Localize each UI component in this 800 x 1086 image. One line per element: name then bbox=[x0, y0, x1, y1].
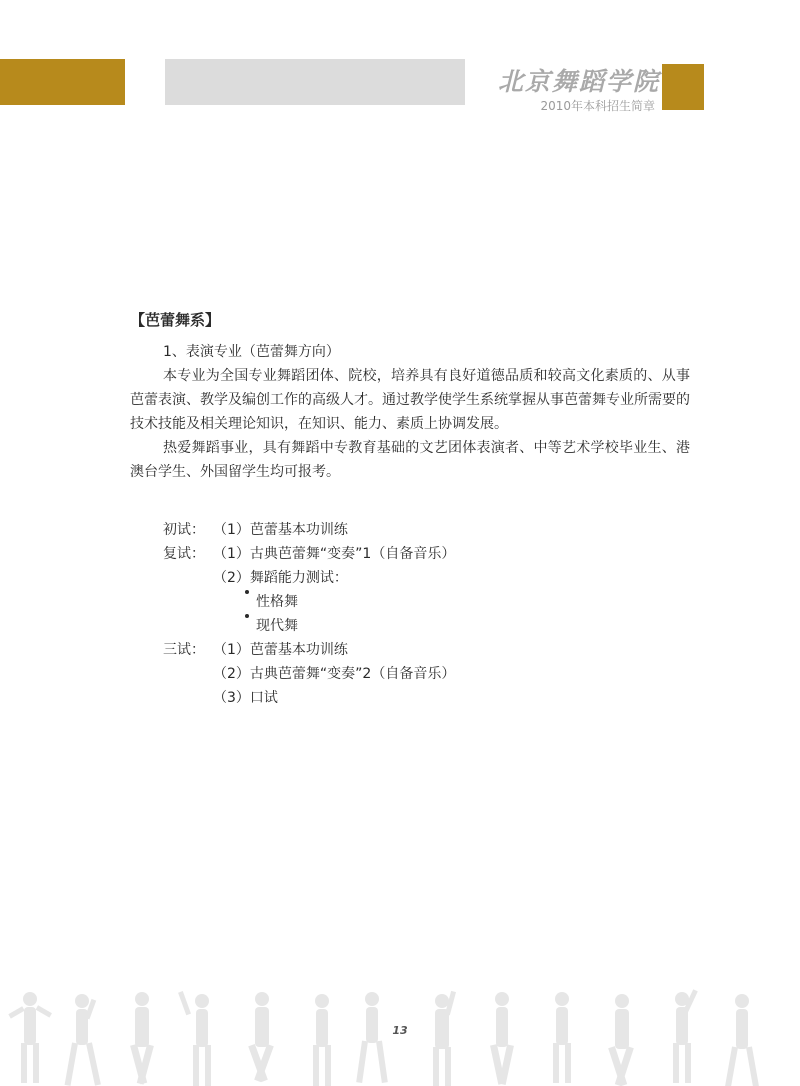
exam-subitem-row bbox=[163, 590, 690, 614]
dancer-silhouette-icon bbox=[356, 992, 388, 1083]
exam-row-third-2 bbox=[163, 662, 690, 686]
header-gray-band bbox=[165, 59, 465, 105]
exam-row-third bbox=[163, 638, 690, 662]
bullet-icon bbox=[245, 614, 249, 618]
exam-item: （2）舞蹈能力测试： bbox=[213, 570, 348, 586]
dancer-silhouette-icon bbox=[8, 992, 52, 1083]
dancer-silhouette-icon bbox=[553, 992, 571, 1083]
dancer-silhouette-icon bbox=[725, 994, 759, 1086]
section-title: 【芭蕾舞系】 bbox=[130, 311, 221, 329]
exam-subitem: 现代舞 bbox=[256, 618, 298, 634]
exam-label-first: 初试： bbox=[163, 522, 205, 538]
exam-item: （1）芭蕾基本功训练 bbox=[213, 522, 348, 538]
exam-row-second bbox=[163, 542, 690, 566]
dancer-silhouette-icon bbox=[490, 992, 514, 1085]
dancer-silhouette-icon bbox=[313, 994, 331, 1086]
dancer-silhouette-icon bbox=[673, 989, 698, 1083]
eligibility-paragraph: 热爱舞蹈事业，具有舞蹈中专教育基础的文艺团体表演者、中等艺术学校毕业生、港澳台学生、外国留学生均可报考。 bbox=[130, 440, 690, 480]
dancer-silhouette-icon bbox=[65, 994, 101, 1086]
page-number: 13 bbox=[392, 1024, 408, 1037]
dancer-silhouette-icon bbox=[433, 991, 456, 1086]
exam-list bbox=[130, 518, 690, 710]
exam-row-third-3 bbox=[163, 686, 690, 710]
intro-paragraph: 本专业为全国专业舞蹈团体、院校，培养具有良好道德品质和较高文化素质的、从事芭蕾表演、教学及编创工作的高级人才。通过教学使学生系统掌握从事芭蕾舞专业所需要的技术技能及相关理论知识，在知识、能力、素质上协调发展。 bbox=[130, 368, 690, 432]
header-gold-band-left bbox=[0, 59, 125, 105]
brand-subtitle: 2010年本科招生简章 bbox=[540, 99, 655, 113]
exam-row-first bbox=[163, 518, 690, 542]
exam-subitem: 性格舞 bbox=[256, 594, 298, 610]
exam-label-second: 复试： bbox=[163, 546, 205, 562]
bullet-icon bbox=[245, 590, 249, 594]
dancer-silhouette-icon bbox=[248, 992, 274, 1082]
header-gold-block-right bbox=[662, 64, 704, 110]
brand-title: 北京舞蹈学院 bbox=[497, 67, 660, 96]
dancer-silhouette-icon bbox=[178, 991, 211, 1086]
exam-subitem-row bbox=[163, 614, 690, 638]
exam-item: （1）古典芭蕾舞“变奏”1（自备音乐） bbox=[213, 546, 456, 562]
major-title: 1、表演专业（芭蕾舞方向） bbox=[163, 344, 340, 360]
exam-item: （3）口试 bbox=[213, 690, 278, 706]
exam-item: （1）芭蕾基本功训练 bbox=[213, 642, 348, 658]
exam-label-third: 三试： bbox=[163, 642, 205, 658]
dancer-silhouette-icon bbox=[130, 992, 154, 1085]
dancer-silhouette-icon bbox=[608, 994, 634, 1086]
exam-row-second-2 bbox=[163, 566, 690, 590]
main-content bbox=[130, 308, 690, 710]
exam-item: （2）古典芭蕾舞“变奏”2（自备音乐） bbox=[213, 666, 456, 682]
